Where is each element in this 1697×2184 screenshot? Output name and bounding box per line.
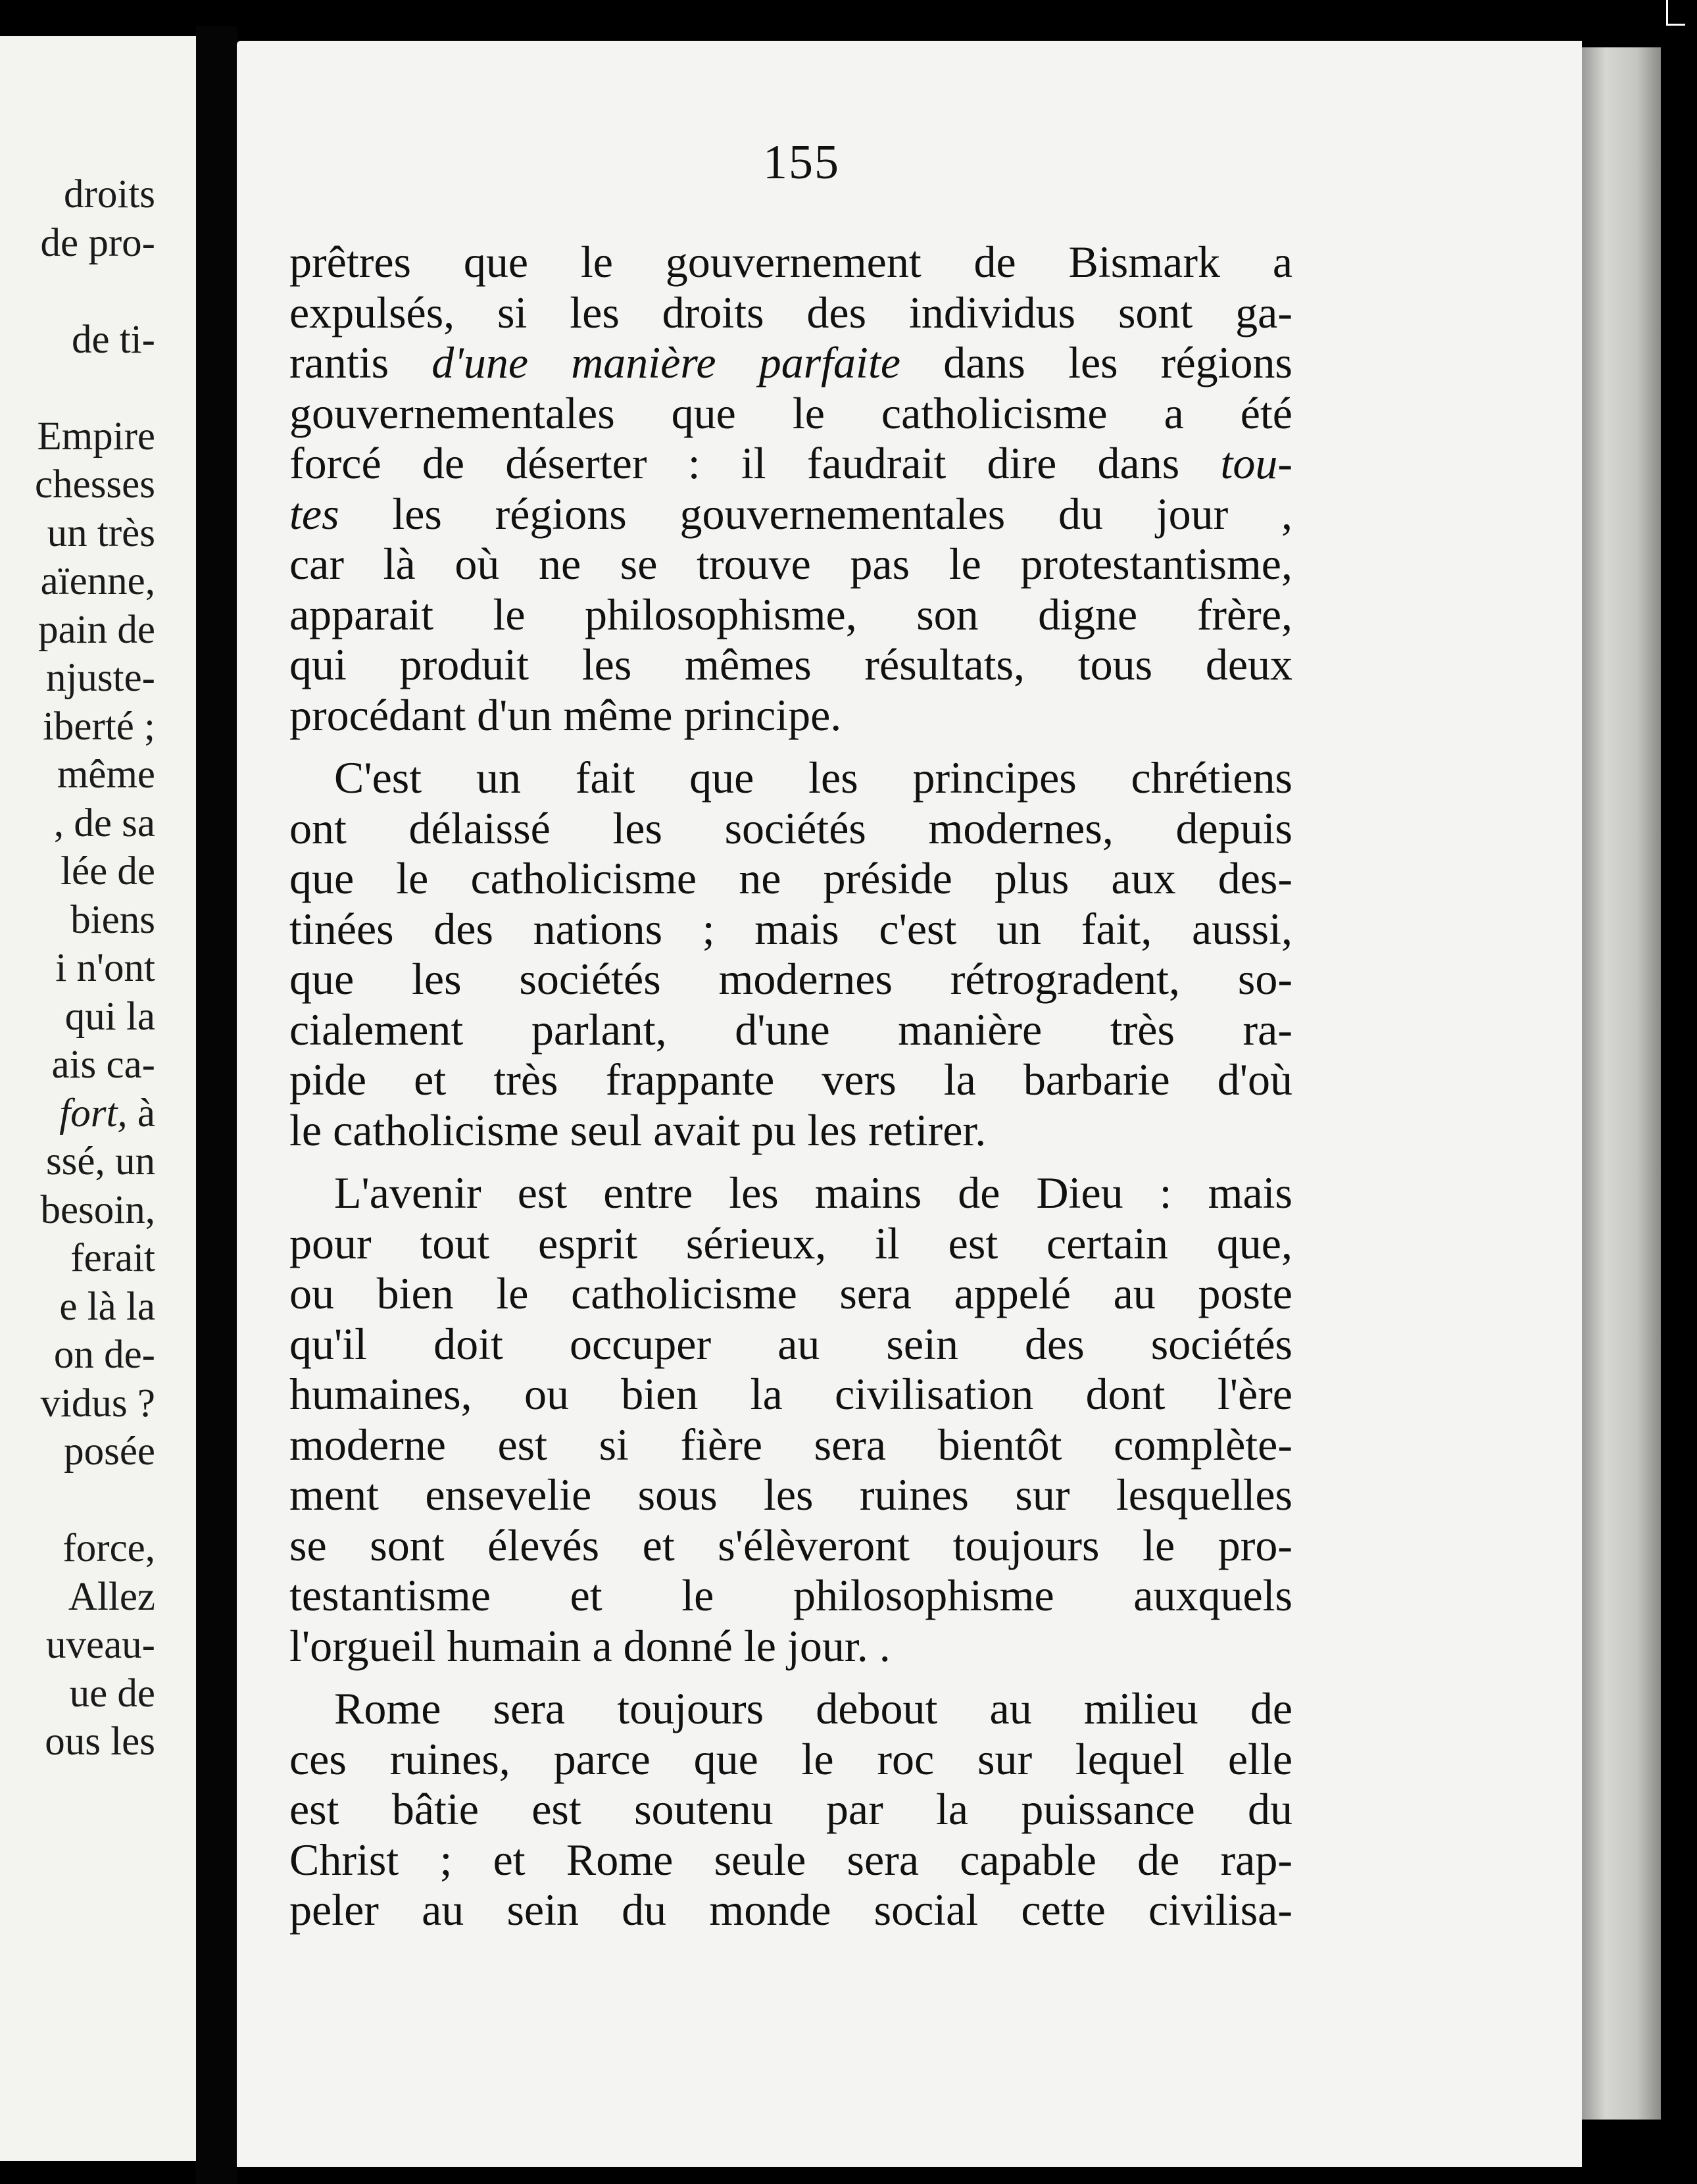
previous-page-line: qui la (64, 994, 155, 1039)
text-line (289, 388, 1292, 439)
text-line (289, 287, 1292, 338)
previous-page-line: on de- (53, 1333, 155, 1377)
text-line (289, 1319, 1292, 1370)
text-run: procédant d'un même principe. (289, 689, 842, 740)
text-line (289, 1621, 1292, 1672)
text-line (289, 1734, 1292, 1785)
text-line (289, 237, 1292, 287)
previous-page-line: ssé, un (45, 1139, 155, 1183)
text-run: forcé de déserter : il faudrait dire dans (289, 438, 1221, 488)
italic-text: d'une manière parfaite (431, 337, 901, 387)
text-line (289, 1784, 1292, 1835)
previous-page-line: i n'ont (55, 946, 155, 990)
text-run: le catholicisme seul avait pu les retirer. (289, 1104, 987, 1155)
previous-page-line: Allez (68, 1574, 155, 1619)
previous-page-line: besoin, (40, 1187, 155, 1232)
text-line (289, 1105, 1292, 1156)
text-run: que les sociétés modernes rétrogradent, so- (289, 954, 1292, 1004)
text-run: qui produit les mêmes résultats, tous deux (289, 639, 1292, 689)
text-run: ou bien le catholicisme sera appelé au poste (289, 1268, 1292, 1318)
scan-corner-mark (1666, 0, 1685, 26)
page-body-text (289, 237, 1292, 1948)
text-line (289, 1168, 1292, 1218)
previous-page-line: pain de (38, 607, 155, 652)
text-run: dans les régions (900, 337, 1292, 387)
text-run: expulsés, si les droits des individus sont ga- (289, 287, 1292, 337)
previous-page-line: posée (64, 1429, 155, 1474)
text-line (289, 954, 1292, 1005)
previous-page-line: uveau- (46, 1623, 155, 1667)
text-line (289, 1369, 1292, 1420)
previous-page-line: même (57, 753, 155, 797)
text-line (289, 753, 1292, 803)
italic-text: tes (289, 488, 339, 539)
text-line (289, 1835, 1292, 1885)
text-run: L'avenir est entre les mains de Dieu : mais (334, 1168, 1292, 1218)
text-run: se sont élevés et s'élèveront toujours le pro- (289, 1520, 1292, 1570)
text-run: car là où ne se trouve pas le protestantisme, (289, 539, 1292, 589)
text-line (289, 690, 1292, 741)
paragraph (289, 1683, 1292, 1935)
text-line (289, 337, 1292, 388)
text-line (289, 1520, 1292, 1571)
text-run: ment ensevelie sous les ruines sur lesquelles (289, 1470, 1292, 1520)
previous-page-line: vidus ? (40, 1381, 155, 1426)
text-run: est bâtie est soutenu par la puissance du (289, 1784, 1292, 1834)
previous-page-line: fort, à (59, 1091, 155, 1135)
previous-page-line: de pro- (40, 220, 155, 265)
text-run: rantis (289, 337, 432, 387)
text-line (289, 1570, 1292, 1621)
text-run: apparait le philosophisme, son digne frère, (289, 589, 1292, 639)
previous-page-line: chesses (35, 462, 155, 507)
text-line (289, 1268, 1292, 1319)
previous-page-line: e là la (59, 1284, 155, 1329)
previous-page-line: lée de (61, 849, 155, 893)
text-line (289, 803, 1292, 854)
previous-page-line: droits (64, 172, 155, 216)
text-line (289, 1885, 1292, 1935)
text-line (289, 1470, 1292, 1520)
text-line (289, 539, 1292, 589)
text-run: Rome sera toujours debout au milieu de (334, 1683, 1292, 1733)
text-line (289, 1218, 1292, 1269)
text-run: Christ ; et Rome seule sera capable de rap- (289, 1834, 1292, 1885)
text-run: ont délaissé les sociétés modernes, depuis (289, 803, 1292, 853)
previous-page-line: de ti- (71, 317, 155, 362)
previous-page-line: Empire (37, 414, 155, 459)
text-run: tinées des nations ; mais c'est un fait, aussi, (289, 903, 1292, 954)
previous-page-line: njuste- (45, 656, 155, 700)
text-line (289, 489, 1292, 539)
text-run: testantisme et le philosophisme auxquels (289, 1570, 1292, 1620)
text-line (289, 438, 1292, 489)
previous-page-line: iberté ; (42, 704, 155, 749)
previous-page-line: ous les (45, 1720, 155, 1764)
text-line (289, 853, 1292, 904)
text-line (289, 1420, 1292, 1470)
text-line (289, 1683, 1292, 1734)
text-run: prêtres que le gouvernement de Bismark a (289, 237, 1292, 287)
italic-text: tou- (1220, 438, 1292, 488)
paragraph (289, 237, 1292, 740)
previous-page-fragment (0, 36, 196, 2161)
text-run: cialement parlant, d'une manière très ra- (289, 1004, 1292, 1055)
text-run: ces ruines, parce que le roc sur lequel elle (289, 1733, 1292, 1784)
text-line (289, 904, 1292, 955)
text-run: pide et très frappante vers la barbarie d'où (289, 1055, 1292, 1104)
page-stack-edge (1582, 47, 1661, 2120)
paragraph (289, 753, 1292, 1155)
text-run: les régions gouvernementales du jour , (339, 488, 1292, 539)
previous-page-line: ferait (70, 1236, 155, 1280)
text-run: l'orgueil humain a donné le jour. . (289, 1620, 891, 1671)
previous-page-line: biens (70, 897, 155, 942)
previous-page-line: aïenne, (40, 559, 155, 603)
text-line (289, 589, 1292, 640)
previous-page-line: ais ca- (51, 1043, 155, 1087)
page-number: 155 (763, 136, 840, 189)
text-run: pour tout esprit sérieux, il est certain que, (289, 1218, 1292, 1268)
text-run: que le catholicisme ne préside plus aux des- (289, 853, 1292, 903)
previous-page-line: un très (47, 510, 155, 555)
text-line (289, 639, 1292, 690)
text-run: qu'il doit occuper au sein des sociétés (289, 1318, 1292, 1369)
previous-page-text (0, 36, 196, 2161)
book-gutter (196, 26, 237, 2184)
previous-page-line: ue de (69, 1671, 155, 1716)
text-line (289, 1005, 1292, 1055)
text-run: peler au sein du monde social cette civilisa- (289, 1885, 1292, 1935)
previous-page-line: force, (62, 1526, 155, 1570)
text-run: moderne est si fière sera bientôt complète- (289, 1419, 1292, 1470)
previous-page-line: , de sa (53, 801, 155, 845)
text-run: humaines, ou bien la civilisation dont l'ère (289, 1369, 1292, 1419)
text-run: C'est un fait que les principes chrétiens (334, 753, 1292, 803)
text-line (289, 1055, 1292, 1105)
paragraph (289, 1168, 1292, 1671)
text-run: gouvernementales que le catholicisme a été (289, 387, 1292, 438)
